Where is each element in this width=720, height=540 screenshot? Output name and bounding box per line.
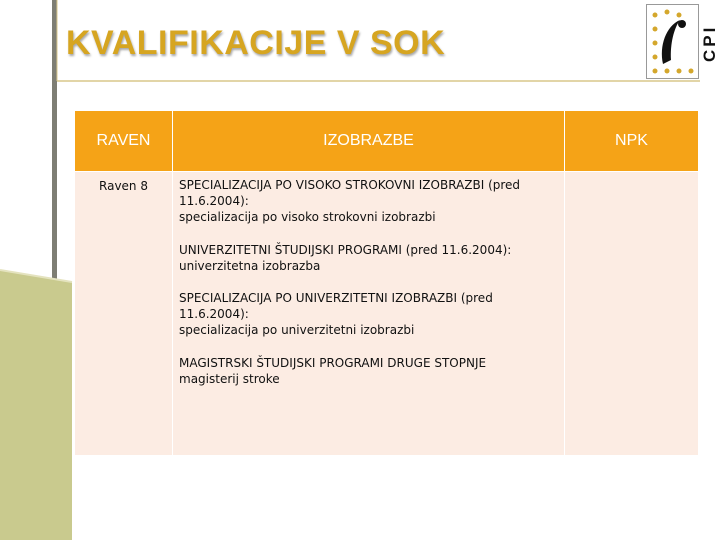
qualification-name: specializacija po visoko strokovni izobrazbi (179, 210, 436, 225)
qualification-entry (179, 290, 558, 339)
logo-dot (677, 69, 682, 74)
column-header-npk: NPK (565, 111, 699, 172)
logo-text: CPI (700, 24, 719, 62)
program-name: SPECIALIZACIJA PO UNIVERZITETNI IZOBRAZBI (pred 11.6.2004): (179, 290, 493, 322)
logo-dot (653, 41, 658, 46)
logo-dot (665, 10, 670, 15)
column-header-qualifications: IZOBRAZBE (173, 111, 565, 172)
qualification-entry (179, 355, 558, 387)
program-name: SPECIALIZACIJA PO VISOKO STROKOVNI IZOBRAZBI (pred 11.6.2004): (179, 178, 521, 209)
program-name: MAGISTRSKI ŠTUDIJSKI PROGRAMI DRUGE STOPNJE (179, 355, 487, 370)
logo-dot (653, 55, 658, 60)
level-cell: Raven 8 (75, 172, 173, 456)
qualification-name: magisterij stroke (179, 371, 280, 386)
page-title: KVALIFIKACIJE V SOK (66, 24, 446, 62)
logo-dot (689, 69, 694, 74)
logo-swoosh-dot (678, 20, 686, 28)
logo-dot (665, 69, 670, 74)
table-row (75, 172, 699, 456)
qualifications-table (74, 110, 699, 456)
table-header-row (75, 111, 699, 172)
qualification-name: specializacija po univerzitetni izobrazbi (179, 323, 415, 338)
qualification-entry (179, 177, 558, 226)
logo-dot (653, 69, 658, 74)
qualification-name: univerzitetna izobrazba (179, 258, 321, 273)
npk-cell (565, 172, 699, 456)
program-name: UNIVERZITETNI ŠTUDIJSKI PROGRAMI (pred 11.6.2004): (179, 242, 512, 257)
logo-dot (653, 27, 658, 32)
left-panel (0, 270, 72, 540)
qualifications-cell (173, 172, 565, 456)
logo-dot (677, 13, 682, 18)
qualification-entry (179, 242, 558, 274)
logo-dot (653, 13, 658, 18)
column-header-level: RAVEN (75, 111, 173, 172)
